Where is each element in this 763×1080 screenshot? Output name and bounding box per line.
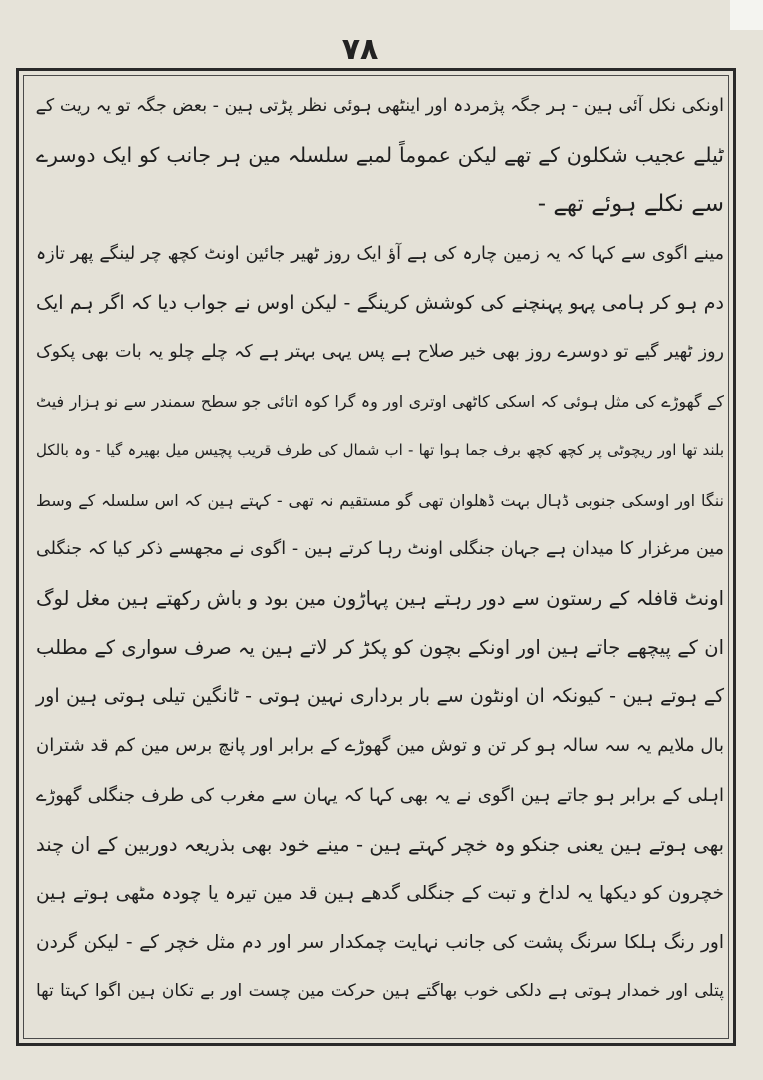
text-line: اور رنگ ہلکا سرنگ پشت کی جانب نہایت چمکدار سر اور دم مثل خچر کے - لیکن گردن bbox=[36, 932, 724, 954]
text-line: پتلی اور خمدار ہوتی ہے دلکی خوب بھاگتے ہین حرکت مین چست اور بے تکان ہین اگوا کہتا تھا bbox=[36, 981, 724, 1002]
text-line: ٹیلے عجیب شکلون کے تھے لیکن عموماً لمبے سلسلہ مین ہر جانب کو ایک دوسرے bbox=[36, 143, 724, 168]
body-text bbox=[30, 82, 730, 1017]
text-line: سے نکلے ہوئے تھے - bbox=[537, 191, 724, 218]
text-line: خچرون کو دیکھا یہ لداخ و تبت کے جنگلی گدھے ہین قد مین تیرہ یا چودہ مٹھی ہوتے ہین bbox=[36, 883, 724, 904]
text-line: اونکی نکل آئی ہین - ہر جگہ پژمردہ اور اینٹھی ہوئی نظر پڑتی ہین - بعض جگہ تو یہ ریت کے bbox=[35, 96, 724, 116]
text-line: ان کے پیچھے جاتے ہین اور اونکے بچون کو پکڑ کر لاتے ہین یہ صرف سواری کے مطلب bbox=[36, 636, 724, 660]
text-line: مینے اگوی سے کہا کہ یہ زمین چارہ کی ہے آؤ ایک روز ٹھیر جائین اونٹ کچھ چر لینگے پھر تازہ bbox=[36, 243, 724, 264]
text-line: بھی ہوتے ہین یعنی جنکو وہ خچر کہتے ہین - مینے خود بھی بذریعہ دوربین کے ان چند bbox=[36, 832, 724, 856]
page-corner bbox=[730, 0, 763, 30]
text-line: اونٹ قافلہ کے رستون سے دور رہتے ہین پہاڑون مین بود و باش رکھتے ہین مغل لوگ bbox=[36, 586, 724, 610]
text-line: دم ہو کر ہامی پہو پہنچنے کی کوشش کرینگے - لیکن اوس نے جواب دیا کہ اگر ہم ایک bbox=[36, 291, 724, 314]
text-line: روز ٹھیر گیے تو دوسرے روز بھی خیر صلاح ہے پس یہی بہتر ہے کہ چلے چلو یہ بات بھی پکوک bbox=[36, 341, 724, 362]
text-line: اہلی کے برابر ہو جاتے ہین اگوی نے یہ بھی کہا کہ یہان سے مغرب کی طرف جنگلی گھوڑے bbox=[36, 784, 724, 806]
text-line: بال ملایم یہ سہ سالہ ہو کر تن و توش مین گھوڑے کے برابر اور پانچ برس مین کم قد شتران bbox=[36, 735, 724, 757]
text-line: مین مرغزار کا میدان ہے جہان جنگلی اونٹ رہا کرتے ہین - اگوی نے مجھسے ذکر کیا کہ جنگلی bbox=[36, 538, 724, 559]
page-number: ۷۸ bbox=[341, 32, 379, 67]
text-line: بلند تھا اور ریچوٹی پر کچھ کچھ برف جما ہوا تھا - اب شمال کی طرف قریب پچیس میل بھیرہ گیا - وہ بالکل bbox=[36, 441, 724, 460]
text-line: کے ہوتے ہین - کیونکہ ان اونٹون سے بار برداری نہین ہوتی - ٹانگین تیلی ہوتی ہین اور bbox=[36, 685, 724, 708]
text-line: کے گھوڑے کی مثل ہوئی کہ اسکی کاٹھی اوتری اور وہ گرا کوہ اتائی جو سطح سمندر سے نو ہزار فیٹ bbox=[36, 392, 724, 412]
text-line: ننگا اور اوسکی جنوبی ڈہال بہت ڈھلوان تھی گو مستقیم نہ تھی - کہتے ہین کہ اس سلسلہ کے وسط bbox=[36, 490, 725, 510]
